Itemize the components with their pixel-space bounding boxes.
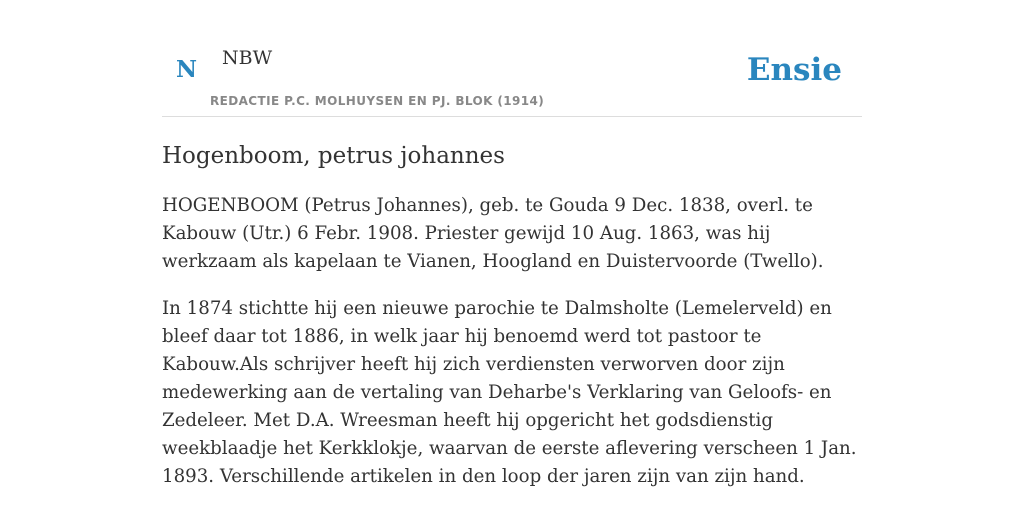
source-subtitle: REDACTIE P.C. MOLHUYSEN EN PJ. BLOK (1914) bbox=[210, 94, 545, 108]
entry-paragraph: HOGENBOOM (Petrus Johannes), geb. te Gouda 9 Dec. 1838, overl. te Kabouw (Utr.) 6 Febr. 1908. Priester gewijd 10 Aug. 1863, was hij werkzaam als kapelaan te Vianen, Hoogland en Duistervoorde (Twello). bbox=[162, 195, 824, 272]
page bbox=[162, 0, 862, 487]
entry-body bbox=[162, 192, 862, 510]
ensie-logo-link[interactable]: Ensie bbox=[746, 52, 842, 88]
header bbox=[162, 0, 862, 117]
source-name[interactable]: NBW bbox=[222, 47, 273, 69]
source-logo[interactable]: N bbox=[176, 56, 198, 83]
entry-paragraph: In 1874 stichtte hij een nieuwe parochie te Dalmsholte (Lemelerveld) en bleef daar tot 1886, in welk jaar hij benoemd werd tot pastoor te Kabouw.Als schrijver heeft hij zich verdiensten verworven door zijn medewerking aan de vertaling van Deharbe's Verklaring van Geloofs- en Zedeleer. Met D.A. Wreesman heeft hij opgericht het godsdienstig weekblaadje het Kerkklokje, waarvan de eerste aflevering verscheen 1 Jan. 1893. Verschillende artikelen in den loop der jaren zijn van zijn hand. bbox=[162, 298, 857, 487]
entry-title: Hogenboom, petrus johannes bbox=[162, 143, 505, 169]
